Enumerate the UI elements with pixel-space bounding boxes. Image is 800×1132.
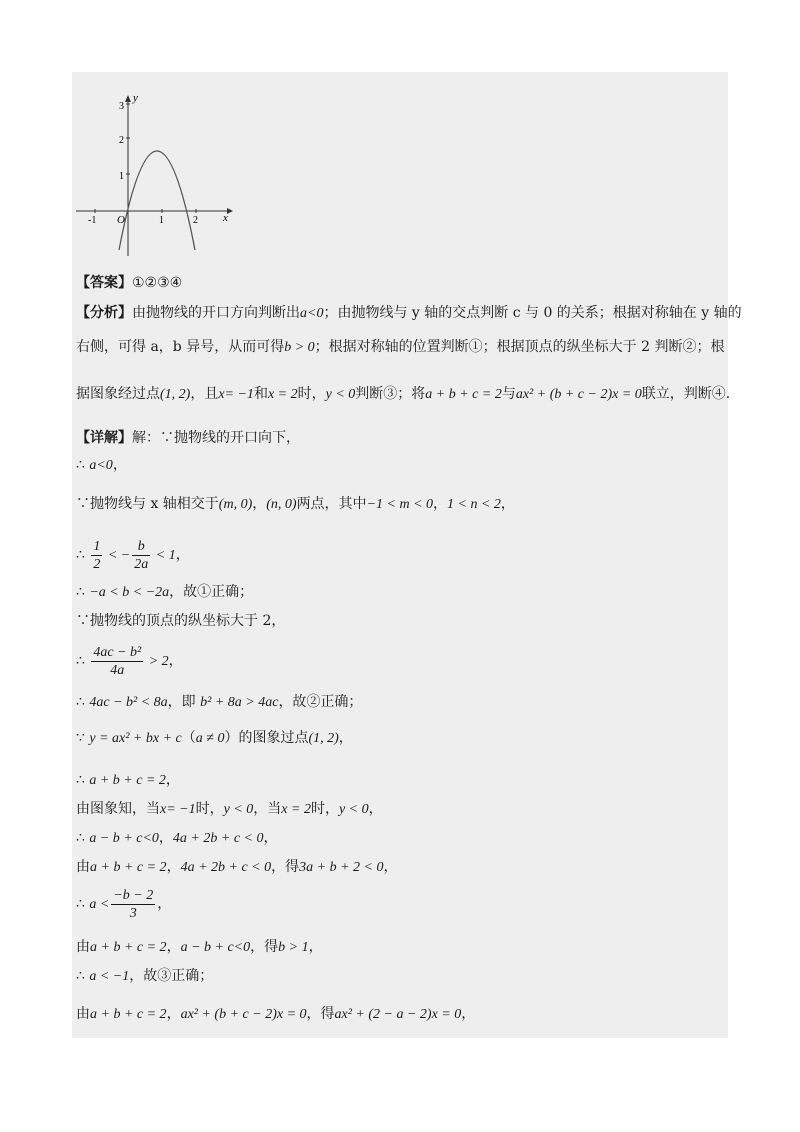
text: 和 (253, 386, 268, 402)
answer-text: ①②③④ (132, 275, 183, 291)
text: ， (500, 496, 515, 512)
text: 时， (310, 801, 339, 817)
detail-line-15 (76, 937, 728, 958)
fraction (132, 538, 150, 573)
text: ，即 (167, 694, 201, 710)
parabola-graph (72, 90, 242, 260)
math: a<0 (89, 458, 113, 473)
text: 解：∵抛物线的开口向下， (132, 430, 300, 446)
math: a + b + c = 2 (90, 860, 167, 875)
math: (m, 0) (218, 497, 253, 512)
text: ， (166, 1006, 181, 1022)
text: ， (433, 496, 448, 512)
analysis-line-2 (76, 337, 728, 358)
text: ∵ (76, 730, 90, 746)
math: a ≠ 0 (195, 731, 225, 746)
y-axis-label: y (133, 92, 138, 104)
text: ，当 (253, 801, 282, 817)
math: −1 < m < 0 (366, 497, 434, 512)
analysis-line-1 (76, 303, 742, 324)
fraction-numerator: 4ac − b² (93, 644, 142, 660)
text: ，得 (271, 859, 300, 875)
text: ，且 (190, 386, 219, 402)
math: x= −1 (218, 387, 254, 402)
math: a<0 (300, 306, 324, 321)
text: ， (166, 939, 181, 955)
detail-line-8 (76, 692, 728, 713)
x-tick-label: -1 (88, 215, 97, 226)
text: ， (383, 859, 398, 875)
parabola-curve (119, 151, 195, 250)
text: ）的图象过点 (224, 730, 309, 746)
math: a − b + c<0 (180, 940, 251, 955)
text: ∴ (76, 694, 90, 710)
detail-line-6 (76, 611, 728, 631)
answer-heading: 【答案】 (76, 275, 132, 291)
text: （ (181, 730, 196, 746)
x-axis-label: x (223, 212, 228, 224)
text: ∴ (76, 584, 90, 600)
detail-line-3 (76, 494, 728, 515)
math: (1, 2) (160, 387, 191, 402)
text: 由 (76, 1006, 90, 1022)
fraction-denominator: 2a (134, 556, 149, 572)
math: b² + 8a > 4ac (200, 695, 279, 710)
text: ， (252, 496, 267, 512)
y-tick-label: 3 (119, 101, 124, 112)
text: ， (175, 547, 190, 563)
math: 3a + b + 2 < 0 (299, 860, 384, 875)
text: ∴ (76, 547, 90, 563)
x-tick-label: 1 (159, 215, 164, 226)
math: a + b + c = 2 (89, 773, 166, 788)
math: y < 0 (325, 387, 356, 402)
math: a − b + c<0 (89, 831, 159, 846)
text: ，故①正确； (169, 584, 254, 600)
x-tick-label: 2 (193, 215, 198, 226)
math: a < −1 (89, 969, 130, 984)
fraction (91, 644, 143, 679)
text: ∵抛物线与 x 轴相交于 (76, 496, 219, 512)
detail-line-4 (76, 537, 728, 574)
text: 两点，其中 (296, 496, 367, 512)
text: ， (263, 830, 278, 846)
text: ，得 (306, 1006, 335, 1022)
text: ， (168, 653, 183, 669)
math: 1 < n < 2 (447, 497, 501, 512)
detail-line-1 (76, 428, 728, 448)
math: b > 0 (284, 340, 315, 355)
detail-line-10 (76, 770, 728, 791)
math: ax² + (2 − a − 2)x = 0 (334, 1007, 462, 1022)
math: a + b + c = 2 (90, 940, 167, 955)
detail-line-7 (76, 643, 728, 680)
text: ∴ (76, 772, 90, 788)
text: 时， (195, 801, 224, 817)
fraction-numerator: b (132, 538, 150, 556)
text: 与 (501, 386, 516, 402)
text: 由图象知，当 (76, 801, 160, 817)
text: ∴ (76, 968, 90, 984)
detail-line-17 (76, 1004, 728, 1025)
text: ∵抛物线的顶点的纵坐标大于 2， (76, 613, 286, 629)
math: > 2 (145, 654, 169, 669)
detail-line-2 (76, 455, 728, 476)
math: a < (89, 897, 110, 912)
text: ， (368, 801, 383, 817)
text: ∴ (76, 830, 90, 846)
analysis-heading: 【分析】 (76, 305, 132, 321)
fraction-denominator: 3 (129, 905, 137, 921)
text: ，故②正确； (278, 694, 363, 710)
detail-line-12 (76, 828, 728, 849)
fraction-numerator: −b − 2 (113, 887, 154, 903)
math: (1, 2) (308, 731, 339, 746)
text: ， (112, 457, 127, 473)
y-tick-label: 2 (119, 135, 124, 146)
math: 4ac − b² < 8a (89, 695, 168, 710)
text: 由抛物线的开口方向判断出 (132, 305, 300, 321)
text: ， (338, 730, 353, 746)
text: ；由抛物线与 y 轴的交点判断 c 与 0 的关系；根据对称轴在 y 轴的 (323, 305, 742, 321)
text: ∴ (76, 457, 90, 473)
math: −a < b < −2a (89, 585, 170, 600)
text: 判断③；将 (355, 386, 426, 402)
x-axis-arrow (227, 208, 233, 214)
detail-line-13 (76, 857, 728, 878)
origin-label: O (117, 214, 125, 226)
fraction (111, 887, 155, 922)
text: ， (461, 1006, 476, 1022)
text: ， (165, 772, 180, 788)
text: ，得 (250, 939, 279, 955)
text: ， (308, 939, 323, 955)
math: 4a + 2b + c < 0 (172, 831, 264, 846)
text: ， (157, 896, 172, 912)
text: 联立，判断④. (641, 386, 731, 402)
answer-line (76, 273, 728, 293)
fraction-denominator: 2 (93, 556, 101, 572)
text: 据图象经过点 (76, 386, 160, 402)
math: y < 0 (223, 802, 254, 817)
text: 右侧，可得 a，b 异号，从而可得 (76, 339, 285, 355)
analysis-line-3 (76, 384, 731, 405)
text: ，故③正确； (129, 968, 214, 984)
y-axis-arrow (125, 95, 131, 102)
math: x= −1 (160, 802, 196, 817)
math: 4a + 2b + c < 0 (180, 860, 272, 875)
text: 由 (76, 859, 90, 875)
text: ∴ (76, 896, 90, 912)
math: a + b + c = 2 (425, 387, 502, 402)
text: ∴ (76, 653, 90, 669)
math: y < 0 (338, 802, 369, 817)
math: ax² + (b + c − 2)x = 0 (515, 387, 642, 402)
math: x = 2 (281, 802, 311, 817)
detail-line-5 (76, 582, 728, 603)
text: ， (166, 859, 181, 875)
fraction-numerator: 1 (93, 538, 101, 554)
text: 时， (297, 386, 326, 402)
math: < 1 (152, 548, 176, 563)
y-tick-label: 1 (119, 171, 124, 182)
text: ；根据对称轴的位置判断①；根据顶点的纵坐标大于 2 判断②；根 (314, 339, 725, 355)
detail-line-11 (76, 799, 728, 820)
fraction-denominator: 4a (110, 662, 125, 678)
math: x = 2 (267, 387, 298, 402)
math: a + b + c = 2 (90, 1007, 167, 1022)
text: 由 (76, 939, 90, 955)
math: y = ax² + bx + c (89, 731, 182, 746)
math: < − (104, 548, 131, 563)
math: (n, 0) (266, 497, 297, 512)
math: b > 1 (278, 940, 309, 955)
detail-line-9 (76, 728, 728, 749)
math: ax² + (b + c − 2)x = 0 (180, 1007, 307, 1022)
detail-line-14 (76, 886, 728, 923)
fraction (91, 538, 102, 573)
detail-line-16 (76, 966, 728, 987)
detail-heading: 【详解】 (76, 430, 132, 446)
text: ， (158, 830, 173, 846)
